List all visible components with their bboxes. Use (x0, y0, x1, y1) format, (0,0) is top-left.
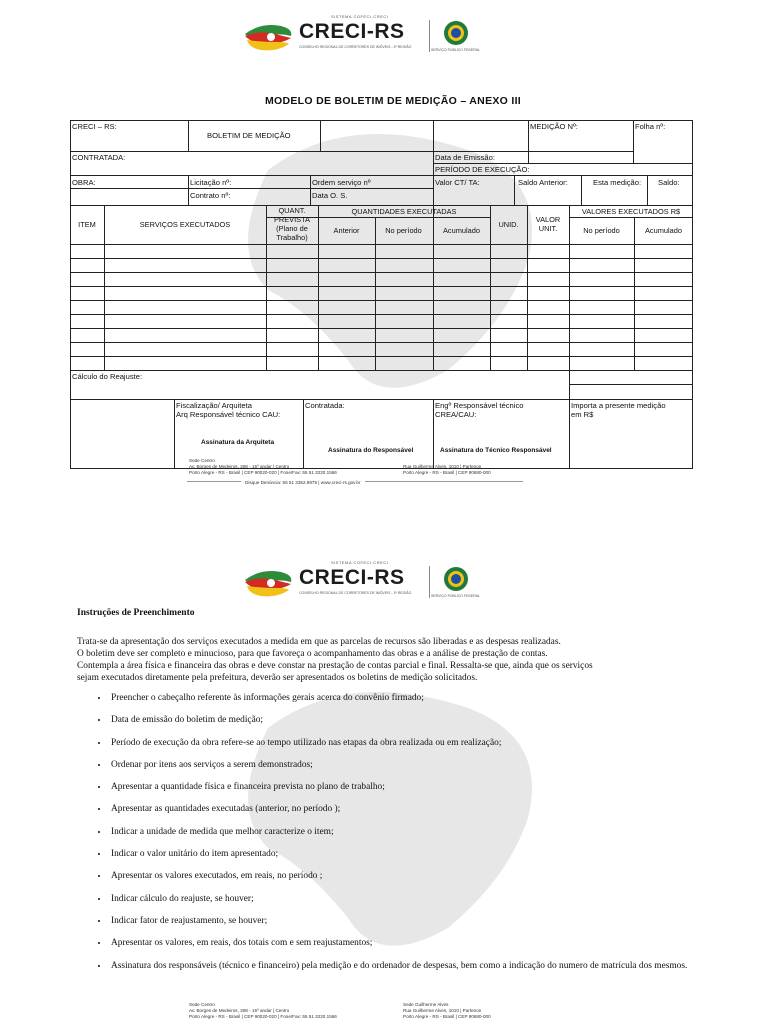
form-line (633, 120, 634, 163)
col-no-periodo: No período (385, 226, 422, 235)
form-line (433, 399, 434, 468)
logo-divider (429, 20, 430, 52)
footer-sede-address: Av. Borges de Medeiros, 308 - 15º andar | Centro (189, 1008, 290, 1013)
medicao-number-label: MEDIÇÃO Nº: (530, 122, 578, 131)
list-item: • Ordenar por itens aos serviços a serem demonstrados; (109, 759, 729, 771)
form-line (70, 314, 693, 315)
list-item: • Período de execução da obra refere-se ao tempo utilizado nas etapas da obra realizada ou em realização; (109, 737, 729, 749)
republic-seal-icon (443, 566, 469, 592)
form-line (70, 244, 693, 245)
boletim-label: BOLETIM DE MEDIÇÃO (207, 131, 291, 140)
contrato-label: Contrato nº: (190, 191, 231, 200)
licitacao-label: Licitação nº: (190, 178, 232, 187)
form-line (70, 328, 693, 329)
contratada-label: CONTRATADA: (72, 153, 126, 162)
col-anterior: Anterior (333, 226, 360, 235)
form-line (70, 342, 693, 343)
footer-sede-address: Av. Borges de Medeiros, 308 - 15º andar | Centro (189, 464, 290, 469)
council-label: CONSELHO REGIONAL DE CORRETORES DE IMÓVEIS - 3ª REGIÃO (299, 45, 412, 49)
form-line (70, 151, 433, 152)
footer-sede2-title: Sede Guilherme Alves (403, 1002, 449, 1007)
measurement-form (70, 120, 693, 454)
crea-cau-label: CREA/CAU: (435, 410, 477, 419)
form-line (174, 399, 175, 468)
col-item: ITEM (78, 220, 96, 229)
col-quant-4: Trabalho) (276, 233, 308, 242)
col-unid: UNID. (498, 220, 519, 229)
form-line (70, 286, 693, 287)
col-acumulado: Acumulado (443, 226, 480, 235)
list-item: • Assinatura dos responsáveis (técnico e financeiro) pela medição e do ordenador de despesas, bem como a indicação do numero de matrícula dos mesmos. (109, 960, 729, 972)
form-line (692, 120, 693, 469)
flag-logo-icon (241, 566, 295, 600)
disque-denuncia: Disque Denúncia: 55 51 3352.9975 | www.creci-rs.gov.br (241, 480, 365, 486)
seal-caption: SERVIÇO PÚBLICO FEDERAL (431, 48, 481, 52)
footer-address-block (189, 458, 337, 476)
col-valor-2: UNIT. (538, 224, 558, 233)
list-item: • Indicar fator de reajustamento, se houver; (109, 915, 729, 927)
assinatura-arquiteta: Assinatura da Arquiteta (201, 439, 275, 446)
form-line (433, 120, 434, 370)
list-item: • Preencher o cabeçalho referente às informações gerais acerca do convênio firmado; (109, 692, 729, 704)
data-os-label: Data O. S. (312, 191, 348, 200)
footer-sede2-address: Rua Guilherme Alves, 1010 | Partenon (403, 1008, 482, 1013)
footer-sede2-city: Porto Alegre - RS - Brasil | CEP 90680-000 (403, 470, 491, 475)
brand-name: CRECI-RS (299, 20, 405, 43)
form-line (581, 175, 582, 205)
importa-label: Importa a presente medição (571, 401, 666, 410)
form-line (70, 175, 693, 176)
form-line (188, 120, 189, 151)
form-line (433, 163, 693, 164)
data-emissao-label: Data de Emissão: (435, 153, 495, 162)
folha-number-label: Folha nº: (635, 122, 666, 131)
footer-address-block (189, 1002, 337, 1020)
form-line (70, 188, 433, 189)
creci-logo (241, 560, 551, 602)
list-item: • Apresentar a quantidade física e financeira prevista no plano de trabalho; (109, 781, 729, 793)
col-quant-3: (Plano de (276, 224, 308, 233)
system-label: SISTEMA COFECI-CRECI (331, 560, 389, 565)
creci-rs-label: CRECI – RS: (72, 122, 117, 131)
form-line (569, 384, 693, 385)
form-line (70, 399, 693, 400)
list-item: • Data de emissão do boletim de medição; (109, 714, 729, 726)
obra-label: OBRA: (72, 178, 96, 187)
footer-sede-city: Porto Alegre - RS - Brasil | CEP 90020-020 | Fone/Fax: 55 51 3220.1566 (189, 470, 337, 475)
arq-responsavel-label: Arq Responsável técnico CAU: (176, 410, 281, 419)
periodo-execucao-label: PERÍODO DE EXECUÇÃO: (435, 165, 530, 174)
footer-address-block-2 (403, 1002, 491, 1020)
form-line (490, 205, 491, 370)
system-label: SISTEMA COFECI-CRECI (331, 14, 389, 19)
instructions-title: Instruções de Preenchimento (77, 608, 195, 618)
document-page-2 (77, 518, 693, 1024)
form-line (310, 175, 311, 205)
col-acumulado-2: Acumulado (645, 226, 682, 235)
paragraph-line: sejam executados diretamente pela prefeitura, deverão ser apresentados os boletins de medição solicitados. (77, 673, 478, 683)
form-line (188, 175, 189, 205)
document-page-1 (72, 0, 693, 495)
col-no-periodo-2: No período (583, 226, 620, 235)
form-line (70, 370, 693, 371)
saldo-anterior-label: Saldo Anterior: (518, 178, 568, 187)
footer-sede-title: Sede Centro (189, 1002, 215, 1007)
form-line (70, 300, 693, 301)
col-quant-1: QUANT. (278, 206, 306, 215)
esta-medicao-label: Esta medição: (593, 178, 642, 187)
col-valores-executados: VALORES EXECUTADOS R$ (581, 207, 681, 216)
saldo-label: Saldo: (658, 178, 680, 187)
document-title: MODELO DE BOLETIM DE MEDIÇÃO – ANEXO III (264, 95, 522, 107)
paragraph-line: Trata-se da apresentação dos serviços executados a medida em que as parcelas de recursos são liberadas e as despesas realizadas. (77, 637, 561, 647)
flag-logo-icon (241, 20, 295, 54)
eng-responsavel-label: Engº Responsável técnico (435, 401, 524, 410)
list-item: • Indicar a unidade de medida que melhor caracterize o item; (109, 826, 729, 838)
form-line (569, 217, 693, 218)
importa-rs-label: em R$ (571, 410, 594, 419)
paragraph-line: O boletim deve ser completo e minucioso, para que favoreça o acompanhamento das obras e a análise de prestação de contas. (77, 649, 548, 659)
list-item: • Indicar cálculo do reajuste, se houver; (109, 893, 729, 905)
form-line (70, 258, 693, 259)
form-line (320, 120, 321, 151)
form-line (70, 120, 693, 121)
col-servicos: SERVIÇOS EXECUTADOS (139, 220, 231, 229)
col-qtd-executadas: QUANTIDADES EXECUTADAS (351, 207, 457, 216)
council-label: CONSELHO REGIONAL DE CORRETORES DE IMÓVEIS - 3ª REGIÃO (299, 591, 412, 595)
valor-ct-label: Valor CT/ TA: (435, 178, 480, 187)
creci-logo (241, 14, 551, 56)
form-line (70, 120, 71, 469)
footer-sede2-address: Rua Guilherme Alves, 1010 | Partenon (403, 464, 482, 469)
footer-address-block-2 (403, 464, 491, 476)
col-valor-1: VALOR (535, 215, 561, 224)
form-line (569, 399, 570, 468)
form-line (104, 205, 105, 370)
form-line (70, 205, 693, 206)
form-line (375, 217, 376, 370)
list-item: • Apresentar os valores executados, em reais, no período ; (109, 870, 729, 882)
instructions-paragraph (77, 636, 697, 684)
form-line (647, 175, 648, 205)
footer-sede-title: Sede Centro (189, 458, 215, 463)
instructions-list (77, 692, 729, 982)
form-line (70, 468, 693, 469)
seal-caption: SERVIÇO PÚBLICO FEDERAL (431, 594, 481, 598)
form-line (514, 175, 515, 205)
list-item: • Apresentar as quantidades executadas (anterior, no período ); (109, 803, 729, 815)
form-line (70, 356, 693, 357)
ordem-servico-label: Ordem serviço nº (312, 178, 371, 187)
form-line (433, 151, 633, 152)
col-quant-2: PREVISTA (273, 215, 310, 224)
list-item: • Indicar o valor unitário do item apresentado; (109, 848, 729, 860)
logo-divider (429, 566, 430, 598)
footer-sede2-city: Porto Alegre - RS - Brasil | CEP 90680-000 (403, 1014, 491, 1019)
brand-name: CRECI-RS (299, 566, 405, 589)
footer-sede-city: Porto Alegre - RS - Brasil | CEP 90020-020 | Fone/Fax: 55 51 3220.1566 (189, 1014, 337, 1019)
republic-seal-icon (443, 20, 469, 46)
form-line (634, 217, 635, 370)
fiscalizacao-label: Fiscalização/ Arquiteta (176, 401, 252, 410)
contratada-sig-label: Contratada: (305, 401, 345, 410)
calculo-reajuste-label: Cálculo do Reajuste: (72, 372, 143, 381)
assinatura-tecnico: Assinatura do Técnico Responsável (440, 447, 552, 454)
form-line (70, 272, 693, 273)
paragraph-line: Contempla a área física e financeira das obras e deve constar na prestação de contas parcial e final. Ressalta-se que, ainda que os serviços (77, 661, 593, 671)
assinatura-responsavel: Assinatura do Responsável (328, 447, 414, 454)
list-item: • Apresentar os valores, em reais, dos totais com e sem reajustamentos; (109, 937, 729, 949)
form-line (528, 120, 529, 163)
